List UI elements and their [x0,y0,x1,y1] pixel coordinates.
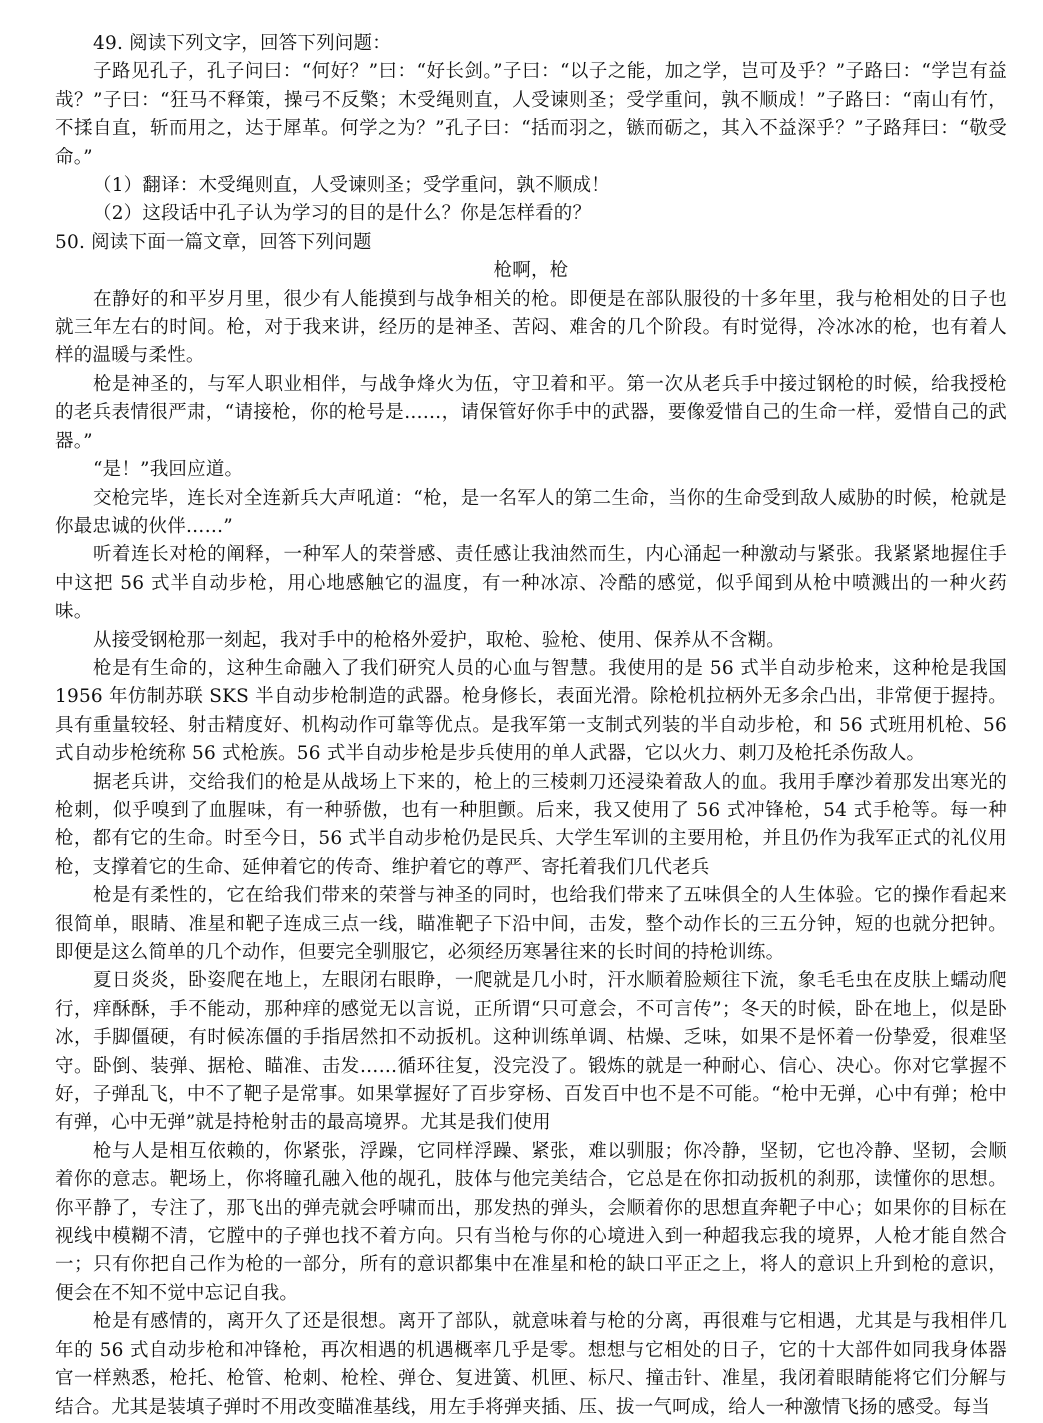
article-paragraph: 枪是神圣的，与军人职业相伴，与战争烽火为伍，守卫着和平。第一次从老兵手中接过钢枪的时候，给我授枪的老兵表情很严肃，“请接枪，你的枪号是……，请保管好你手中的武器，要像爱惜自己的生命一样，爱惜自己的武器。” [55,373,1007,452]
question-49-heading: 49. 阅读下列文字，回答下列问题： [93,33,391,54]
article-paragraph: 枪是有感情的，离开久了还是很想。离开了部队，就意味着与枪的分离，再很难与它相遇，尤其是与我相伴几年的 56 式自动步枪和冲锋枪，再次相遇的机遇概率几乎是零。想想与它相处的日子，它的十大部件如同我身体器官一样熟悉，枪托、枪管、枪刺、枪栓、弹仓、复进簧、机匣、标尺、撞击针、准星，我闭着眼睛能将它们分解与结合。尤其是装填子弹时不用改变瞄准基线，用左手将弹夹插、压、拔一气呵成，给人一种激情飞扬的感受。每当 [55,1311,1007,1418]
article-title: 枪啊，枪 [493,260,569,282]
question-49-sub-2: （2）这段话中孔子认为学习的目的是什么？你是怎样看的？ [93,203,592,225]
article-paragraph: 据老兵讲，交给我们的枪是从战场上下来的，枪上的三棱刺刀还浸染着敌人的血。我用手摩沙着那发出寒光的枪刺，似乎嗅到了血腥味，有一种骄傲，也有一种胆颤。后来，我又使用了 56 式冲锋枪，54 式手枪等。每一种枪，都有它的生命。时至今日，56 式半自动步枪仍是民兵、大学生军训的主要用枪，并且仍作为我军正式的礼仪用枪，支撑着它的生命、延伸着它的传奇、维护着它的尊严、寄托着我们几代老兵 [55,771,1007,878]
article-paragraph: 夏日炎炎，卧姿爬在地上，左眼闭右眼睁，一爬就是几小时，汗水顺着脸颊往下流，象毛毛虫在皮肤上蠕动爬行，痒酥酥，手不能动，那种痒的感觉无以言说，正所谓“只可意会，不可言传”；冬天的时候，卧在地上，似是卧冰，手脚僵硬，有时候冻僵的手指居然扣不动扳机。这种训练单调、枯燥、乏味，如果不是怀着一份挚爱，很难坚守。卧倒、装弹、据枪、瞄准、击发……循环往复，没完没了。锻炼的就是一种耐心、信心、决心。你对它掌握不好，子弹乱飞，中不了靶子是常事。如果掌握好了百步穿杨、百发百中也不是不可能。“枪中无弹，心中有弹；枪中有弹，心中无弹”就是持枪射击的最高境界。尤其是我们使用 [55,970,1007,1134]
article-paragraph: 在静好的和平岁月里，很少有人能摸到与战争相关的枪。即便是在部队服役的十多年里，我与枪相处的日子也就三年左右的时间。枪，对于我来讲，经历的是神圣、苦闷、难舍的几个阶段。有时觉得，冷冰冰的枪，也有着人样的温暖与柔性。 [55,288,1007,367]
article-paragraph: “是！”我回应道。 [93,459,244,481]
article-paragraph: 从接受钢枪那一刻起，我对手中的枪格外爱护，取枪、验枪、使用、保养从不含糊。 [93,629,785,651]
exam-page [55,30,1007,1422]
question-49-sub-1: （1）翻译：木受绳则直，人受谏则圣；受学重问，孰不顺成！ [93,175,610,197]
article-paragraph: 枪与人是相互依赖的，你紧张，浮躁，它同样浮躁、紧张，难以驯服；你冷静，坚韧，它也冷静、坚韧，会顺着你的意志。靶场上，你将瞳孔融入他的觇孔，肢体与他完美结合，它总是在你扣动扳机的刹那，读懂你的思想。你平静了，专注了，那飞出的弹壳就会呼啸而出，那发热的弹头，会顺着你的思想直奔靶子中心；如果你的目标在视线中模糊不清，它膛中的子弹也找不着方向。只有当枪与你的心境进入到一种超我忘我的境界，人枪才能自然合一；只有你把自己作为枪的一部分，所有的意识都集中在准星和枪的缺口平正之上，将人的意识上升到枪的意识，便会在不知不觉中忘记自我。 [55,1140,1007,1304]
article-paragraph: 交枪完毕，连长对全连新兵大声吼道：“枪，是一名军人的第二生命，当你的生命受到敌人威胁的时候，枪就是你最忠诚的伙伴……” [55,487,1007,537]
question-50-heading: 50. 阅读下面一篇文章，回答下列问题 [55,231,372,253]
question-49-passage: 子路见孔子，孔子问曰：“何好？”曰：“好长剑。”子曰：“以子之能，加之学，岂可及乎？”子路曰：“学岂有益哉？”子曰：“狂马不释策，操弓不反檠；木受绳则直，人受谏则圣；受学重问，孰不顺成！”子路曰：“南山有竹，不揉自直，斩而用之，达于犀革。何学之为？”孔子曰：“括而羽之，镞而砺之，其入不益深乎？”子路拜曰：“敬受命。” [55,61,1007,168]
article-paragraph: 听着连长对枪的阐释，一种军人的荣誉感、责任感让我油然而生，内心涌起一种激动与紧张。我紧紧地握住手中这把 56 式半自动步枪，用心地感触它的温度，有一种冰凉、冷酷的感觉，似乎闻到从枪中喷溅出的一种火药味。 [55,544,1007,623]
article-paragraph: 枪是有柔性的，它在给我们带来的荣誉与神圣的同时，也给我们带来了五味俱全的人生体验。它的操作看起来很简单，眼睛、准星和靶子连成三点一线，瞄准靶子下沿中间，击发，整个动作长的三五分钟，短的也就分把钟。即便是这么简单的几个动作，但要完全驯服它，必须经历寒暑往来的长时间的持枪训练。 [55,885,1007,963]
article-paragraph: 枪是有生命的，这种生命融入了我们研究人员的心血与智慧。我使用的是 56 式半自动步枪来，这种枪是我国 1956 年仿制苏联 SKS 半自动步枪制造的武器。枪身修长，表面光滑。除枪机拉柄外无多余凸出，非常便于握持。具有重量较轻、射击精度好、机构动作可靠等优点。是我军第一支制式列装的半自动步枪，和 56 式班用机枪、56 式自动步枪统称 56 式枪族。56 式半自动步枪是步兵使用的单人武器，它以火力、刺刀及枪托杀伤敌人。 [55,657,1007,765]
